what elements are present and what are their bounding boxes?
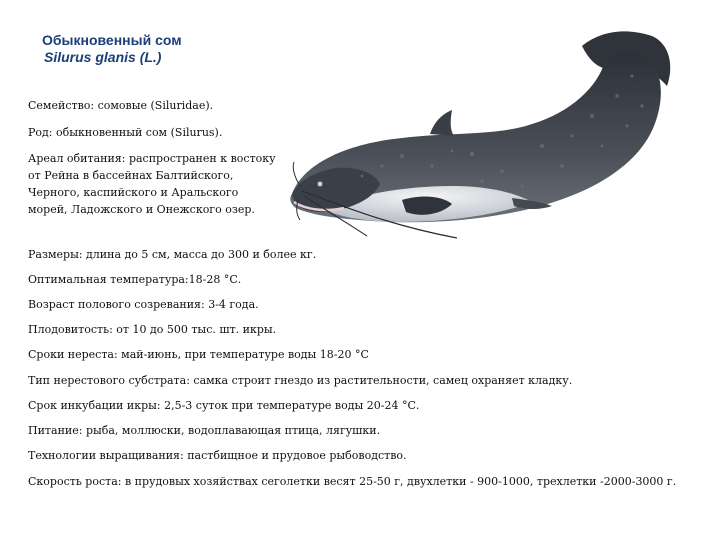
- habitat-line: от Рейна в бассейнах Балтийского,: [28, 169, 234, 182]
- fact-diet: Питание: рыба, моллюски, водоплавающая птица, лягушки.: [28, 424, 381, 437]
- fact-spawning: Сроки нереста: май-июнь, при температуре воды 18-20 °С: [28, 348, 369, 361]
- fact-family: Семейство: сомовые (Siluridae).: [28, 99, 214, 112]
- fish-eye: [318, 182, 323, 187]
- catfish-illustration: [282, 26, 672, 251]
- fact-size: Размеры: длина до 5 см, масса до 300 и более кг.: [28, 248, 317, 261]
- page-title: Обыкновенный сом: [42, 32, 182, 48]
- dorsal-fin: [430, 110, 454, 136]
- habitat-line: Черного, каспийского и Аральского: [28, 186, 239, 199]
- fact-fecundity: Плодовитость: от 10 до 500 тыс. шт. икры.: [28, 323, 277, 336]
- fact-incubation: Срок инкубации икры: 2,5-3 суток при температуре воды 20-24 °С.: [28, 399, 420, 412]
- fact-temperature: Оптимальная температура:18-28 °С.: [28, 273, 242, 286]
- fact-growth: Скорость роста: в прудовых хозяйствах сеголетки весят 25-50 г, двухлетки - 900-1000, трехлетки -2000-3000 г.: [28, 475, 677, 488]
- fact-technology: Технологии выращивания: пастбищное и прудовое рыбоводство.: [28, 449, 407, 462]
- latin-name: Silurus glanis (L.): [44, 49, 162, 65]
- fact-genus: Род: обыкновенный сом (Silurus).: [28, 126, 223, 139]
- fact-substrate: Тип нерестового субстрата: самка строит гнездо из растительности, самец охраняет кладку.: [28, 374, 573, 387]
- habitat-line: Ареал обитания: распространен к востоку: [28, 152, 276, 165]
- fact-habitat: [28, 150, 276, 218]
- habitat-line: морей, Ладожского и Онежского озер.: [28, 203, 255, 216]
- title-block: [42, 31, 182, 66]
- fact-maturity: Возраст полового созревания: 3-4 года.: [28, 298, 259, 311]
